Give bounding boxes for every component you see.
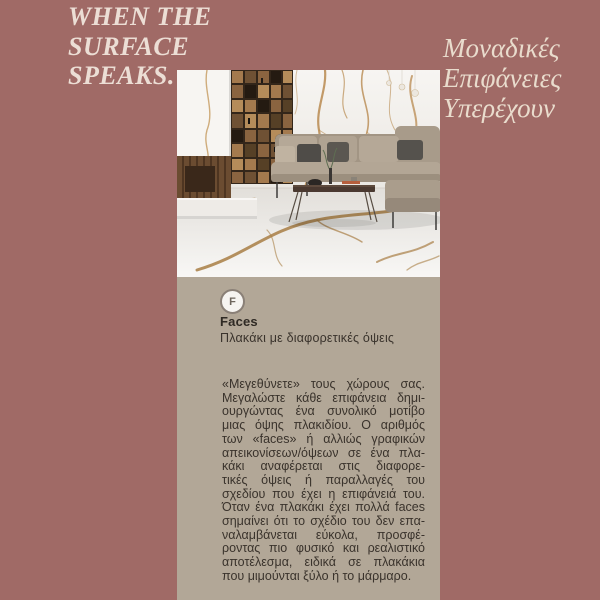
description-line: μιας όψης πλακιδίου. Ο αριθμός xyxy=(222,418,425,433)
marble-slab-left xyxy=(177,70,232,162)
description-line: Όταν ένα πλακάκι έχει πολλά faces xyxy=(222,500,425,515)
description-line: Μεγαλώστε κάθε επιφάνεια δημι- xyxy=(222,390,425,405)
description-line: των «faces» ή αλλιώς γραφικών xyxy=(222,431,425,446)
tagline-line-2: Επιφάνειες xyxy=(443,63,562,93)
headline-line-2: SURFACE xyxy=(68,31,190,61)
faces-badge-letter: F xyxy=(229,295,236,308)
tagline-line-3: Υπερέχουν xyxy=(443,93,555,123)
marble-bench xyxy=(177,198,257,219)
product-subtitle: Πλακάκι με διαφορετικές όψεις xyxy=(220,331,395,345)
tagline xyxy=(443,33,561,123)
info-panel xyxy=(177,277,440,600)
product-name: Faces xyxy=(220,314,258,329)
faces-badge-icon xyxy=(220,289,245,314)
description-line: ουργώντας ένα συνολικό μοτίβο xyxy=(222,404,425,419)
room-photo xyxy=(177,70,440,277)
description-line: σημαίνει ότι το σχέδιο του δεν επα- xyxy=(222,514,425,529)
description-line: απεικονίσεων/όψεων σε ένα πλα- xyxy=(222,445,425,460)
description-line: κάκι αναφέρεται στις διαφορε- xyxy=(222,459,425,474)
description-line: ροντας πιο φυσικό και ρεαλιστικό xyxy=(222,541,425,556)
headline-line-3: SPEAKS. xyxy=(68,61,175,90)
wood-wall xyxy=(177,156,231,202)
headline-line-1: WHEN THE xyxy=(68,2,212,31)
product-description xyxy=(222,378,425,584)
tagline-line-1: Μοναδικές xyxy=(443,33,560,63)
description-line: που μιμούνται ξύλο ή το μάρμαρο. xyxy=(222,568,412,583)
description-line: αποτέλεσμα, ειδικά σε πλακάκια xyxy=(222,555,425,570)
description-line: τικές όψεις ή παραλλαγές του xyxy=(222,472,425,487)
room-photo-illustration xyxy=(177,70,440,277)
description-line: «Μεγεθύνετε» τους χώρους σας. xyxy=(222,377,425,391)
description-line: ναλαμβάνεται εύκολα, προσφέ- xyxy=(222,527,425,542)
description-line: σχεδίου που έχει η επιφάνειά του. xyxy=(222,486,425,501)
